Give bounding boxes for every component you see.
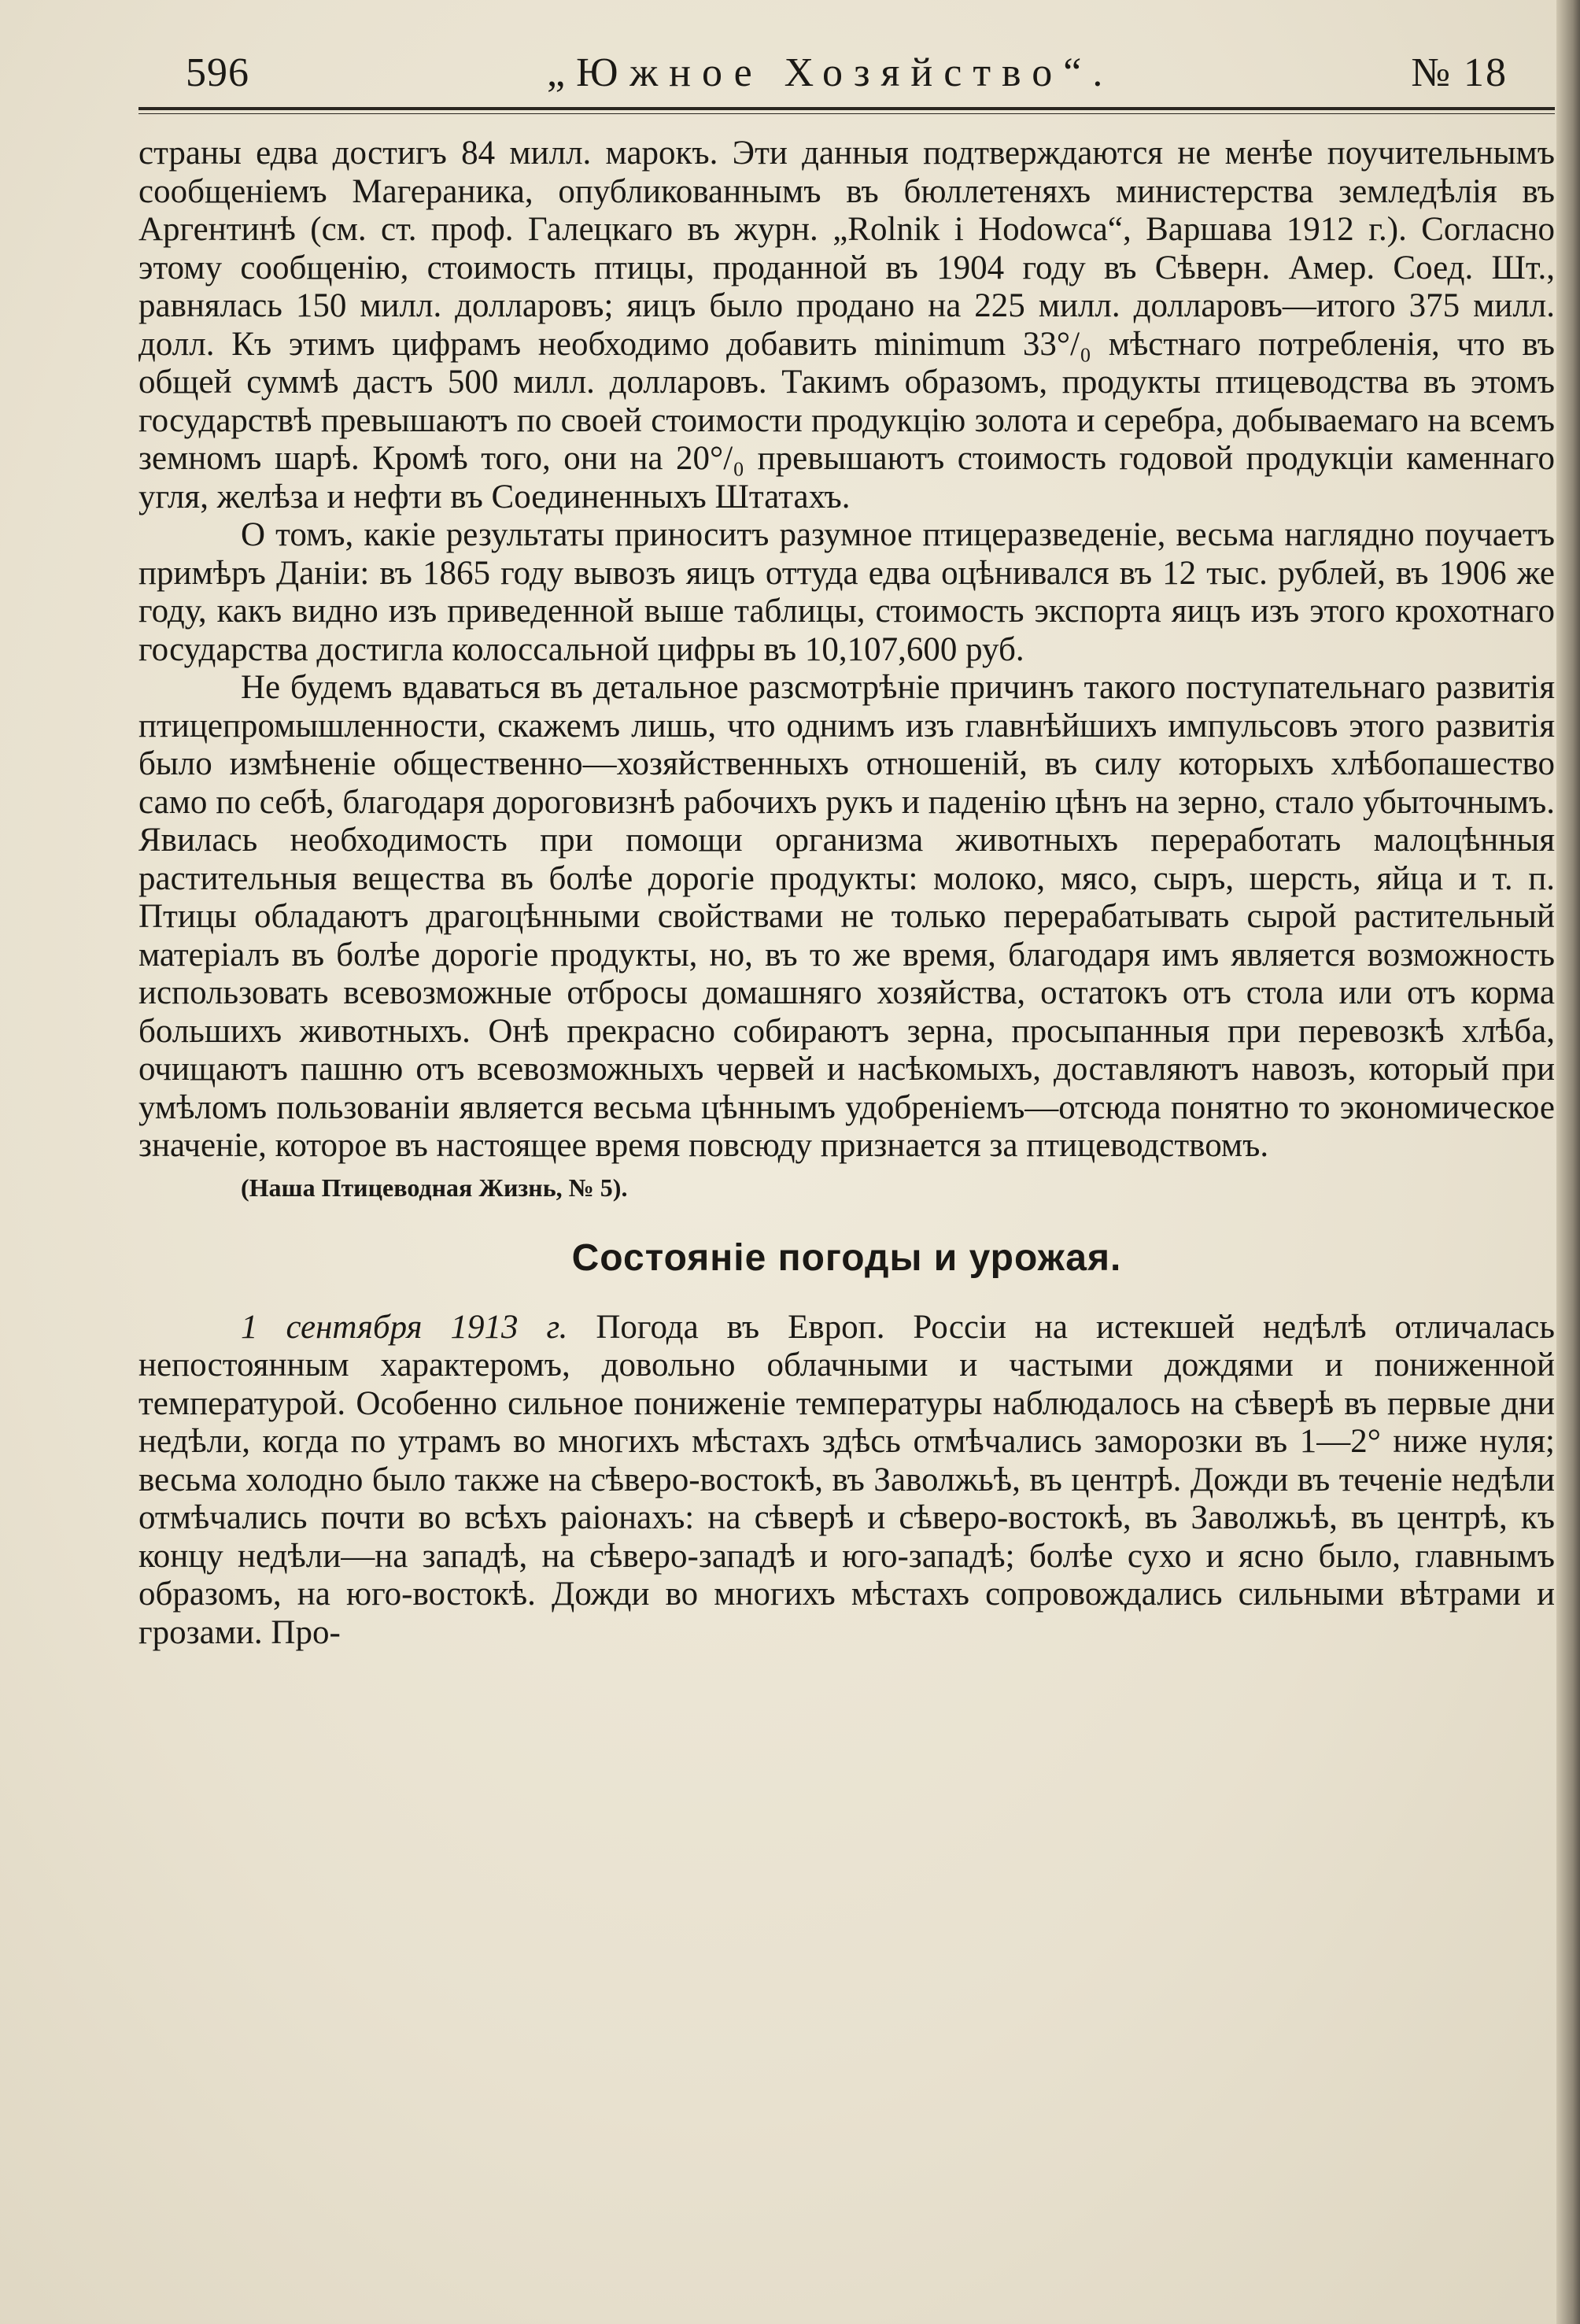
section-body <box>138 1309 1555 1653</box>
article-paragraph: Не будемъ вдаваться въ детальное разсмотрѣнiе причинъ такого поступательнаго развитiя птицепромышленности, скажемъ лишь, что однимъ изъ главнѣйшихъ импульсовъ этого развитiя было измѣненiе общественно—хозяйственныхъ отношенiй, въ силу которыхъ хлѣбопашество само по себѣ, благодаря дороговизнѣ рабочихъ рукъ и паденiю цѣнъ на зерно, стало убыточнымъ. Явилась необходимость при помощи организма животныхъ переработать малоцѣнныя растительныя вещества въ болѣе дорогiе продукты: молоко, мясо, сыръ, шерсть, яйца и т. п. Птицы обладаютъ драгоцѣнными свойствами не только перерабатывать сырой растительный матерiалъ въ болѣе дорогiе продукты, но, въ то же время, благодаря имъ является возможность использовать всевозможные отбросы домашняго хозяйства, остатокъ отъ стола или отъ корма большихъ животныхъ. Онѣ прекрасно собираютъ зерна, просыпанныя при перевозкѣ хлѣба, очищаютъ пашню отъ всевозможныхъ червей и насѣкомыхъ, доставляютъ навозъ, который при умѣломъ пользованiи является весьма цѣннымъ удобренiемъ—отсюда понятно то экономическое значенiе, которое въ настоящее время повсюду признается за птицеводствомъ. <box>138 669 1555 1164</box>
article-paragraph: О томъ, какiе результаты приноситъ разумное птицеразведенiе, весьма наглядно поучаетъ примѣръ Данiи: въ 1865 году вывозъ яицъ оттуда едва оцѣнивался въ 12 тыс. рублей, въ 1906 же году, какъ видно изъ приведенной выше таблицы, стоимость экспорта яицъ изъ этого крохотнаго государства достигла колоссальной цифры въ 10,107,600 руб. <box>138 516 1555 668</box>
section-dateline: 1 сентября 1913 г. <box>241 1308 568 1346</box>
article-citation: (Наша Птицеводная Жизнь, № 5). <box>241 1173 628 1202</box>
article-body <box>138 135 1555 1166</box>
running-head <box>138 47 1555 104</box>
binding-edge <box>1556 0 1580 2324</box>
section-heading: Состоянiе погоды и урожая. <box>571 1236 1122 1279</box>
section-paragraph <box>138 1309 1555 1653</box>
section-paragraph-text: Погода въ Европ. Россiи на истекшей недѣлѣ отличалась непостоянным характеромъ, довольно облачными и частыми дождями и пониженной температурой. Особенно сильное пониженiе температуры наблюдалось на сѣверѣ въ первые дни недѣли, когда по утрамъ во многихъ мѣстахъ здѣсь отмѣчались заморозки въ 1—2° ниже нуля; весьма холодно было также на сѣверо-востокѣ, въ Заволжьѣ, въ центрѣ. Дожди въ теченiе недѣли отмѣчались почти во всѣхъ раiонахъ: на сѣверѣ и сѣверо-востокѣ, въ Заволжьѣ, въ центрѣ, къ концу недѣли—на западѣ, на сѣверо-западѣ и юго-западѣ; болѣе сухо и ясно было, главнымъ образомъ, на юго-востокѣ. Дожди во многихъ мѣстахъ сопровождались сильными вѣтрами и грозами. Про- <box>138 1308 1555 1651</box>
page-content <box>138 47 1555 1652</box>
issue-number: № 18 <box>1411 50 1508 95</box>
page-number: 596 <box>186 50 249 95</box>
journal-title: „Южное Хозяйство“. <box>547 50 1114 95</box>
header-rule <box>138 107 1555 114</box>
article-paragraph: страны едва достигъ 84 милл. марокъ. Эти данныя подтверждаются не менѣе поучительнымъ сообщенiемъ Магераника, опубликованнымъ въ бюллетеняхъ министерства земледѣлiя въ Аргентинѣ (см. ст. проф. Галецкаго въ журн. „Rolnik i Hodowca“, Варшава 1912 г.). Согласно этому сообщенiю, стоимость птицы, проданной въ 1904 году въ Сѣверн. Амер. Соед. Шт., равнялась 150 милл. долларовъ; яицъ было продано на 225 милл. долларовъ—итого 375 милл. долл. Къ этимъ цифрамъ необходимо добавить minimum 33°/₀ мѣстнаго потребленiя, что въ общей суммѣ дастъ 500 милл. долларовъ. Такимъ образомъ, продукты птицеводства въ этомъ государствѣ превышаютъ по своей стоимости продукцiю золота и серебра, добываемаго на всемъ земномъ шарѣ. Кромѣ того, они на 20°/₀ превышаютъ стоимость годовой продукцiи каменнаго угля, желѣза и нефти въ Соединенныхъ Штатахъ. <box>138 135 1555 515</box>
